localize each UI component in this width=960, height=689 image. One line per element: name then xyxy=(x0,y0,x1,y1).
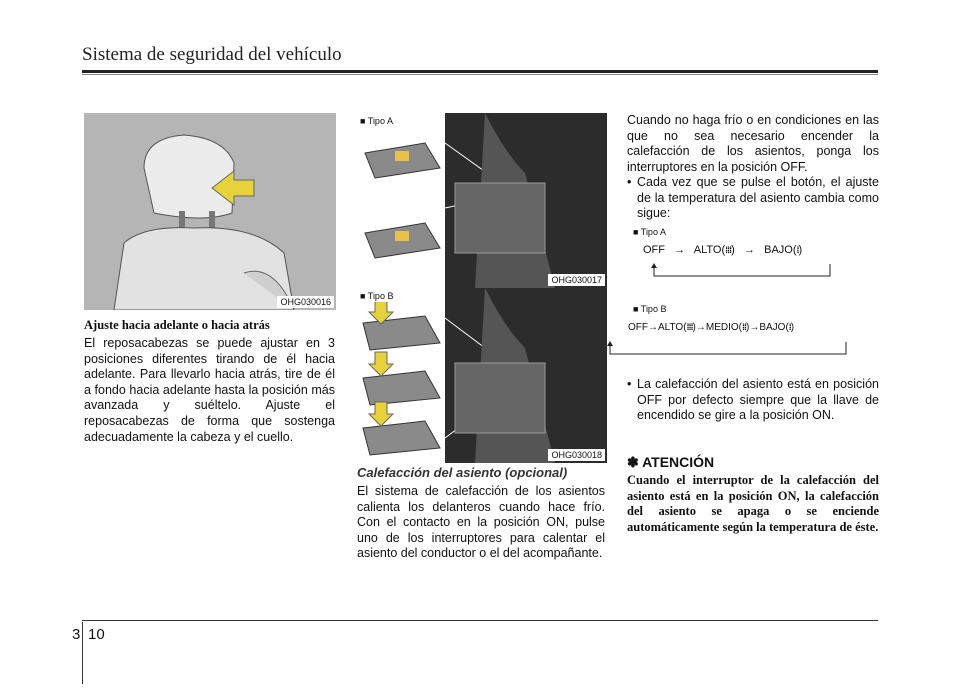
body-paragraph: Cuando no haga frío o en condiciones en las que no sea necesario encender la calefacción de los asientos, ponga los interruptores en la posición OFF. xyxy=(627,113,879,174)
seq-alto: ALTO( xyxy=(658,322,687,333)
figure-code: OHG030017 xyxy=(548,274,605,286)
header-rule-thin xyxy=(82,74,878,75)
section-heading: Calefacción del asiento (opcional) xyxy=(357,465,568,480)
return-arrow-b xyxy=(606,340,851,358)
heat-level-icon: ⁞⁞⁞ xyxy=(725,245,732,255)
seq-medio: MEDIO( xyxy=(705,322,742,333)
attention-text: Cuando el interruptor de la calefacción del asiento está en la posición ON, la calefacción del asiento se apaga o se enciende automáticamente según la temperatura de éste. xyxy=(627,473,879,534)
figure-code: OHG030018 xyxy=(548,449,605,461)
tipo-b-tag: ■ Tipo B xyxy=(633,304,667,314)
seq-bajo: BAJO( xyxy=(764,244,797,256)
tipo-b-tag: ■ Tipo B xyxy=(357,290,396,302)
figure-code: OHG030016 xyxy=(277,296,334,308)
bullet-item xyxy=(627,377,879,441)
body-paragraph: El reposacabezas se puede ajustar en 3 posiciones diferentes tirando de él hacia adelante. Para llevarlo hacia atrás, tire de él a fondo hacia adelante hasta la posición más avanzada y suéltelo. Ajuste el reposacabezas de forma que sostenga adecuadamente la cabeza y el cuello. xyxy=(84,336,335,444)
heat-sequence-b: OFF→ALTO(⁞⁞⁞)→MEDIO(⁞⁞)→BAJO(⁞) xyxy=(628,322,795,333)
header-rule xyxy=(82,70,878,73)
page-number: 10 xyxy=(88,626,105,643)
seq-alto: ALTO( xyxy=(693,244,726,256)
seq-off: OFF xyxy=(643,244,665,256)
heat-level-icon: ⁞⁞ xyxy=(741,322,746,332)
section-heading: Ajuste hacia adelante o hacia atrás xyxy=(84,318,270,332)
heat-level-icon: ⁞⁞⁞ xyxy=(686,322,693,332)
bullet-dot: • xyxy=(627,175,632,189)
headrest-illustration xyxy=(84,113,336,310)
heat-sequence-a: OFF → ALTO(⁞⁞⁞) → BAJO(⁞) xyxy=(643,244,803,256)
tipo-a-tag: ■ Tipo A xyxy=(357,115,396,127)
attention-heading: ✽ ATENCIÓN xyxy=(627,454,715,470)
heat-level-icon: ⁞ xyxy=(796,245,799,255)
seq-off: OFF xyxy=(628,322,648,333)
body-paragraph: El sistema de calefacción de los asientos calienta los delanteros cuando hace frío. Con el contacto en la posición ON, pulse uno de los interruptores para calentar el asiento del conductor o el del acompañante. xyxy=(357,484,605,561)
heat-level-icon: ⁞ xyxy=(788,322,791,332)
return-arrow-a xyxy=(650,262,835,280)
seat-switch-illustration-b xyxy=(355,288,607,463)
bullet-dot: • xyxy=(627,377,632,391)
footer-vertical-rule xyxy=(82,622,83,684)
seq-bajo: BAJO( xyxy=(759,322,789,333)
seat-switch-illustration-a xyxy=(355,113,607,288)
footer-rule xyxy=(82,620,878,621)
headrest-figure xyxy=(84,113,336,310)
page-header-title: Sistema de seguridad del vehículo xyxy=(82,44,342,65)
bullet-item xyxy=(627,175,879,223)
bullet-text: Cada vez que se pulse el botón, el ajuste de la temperatura del asiento cambia como sigue: xyxy=(637,175,879,221)
seat-switch-figure-a xyxy=(355,113,607,288)
bullet-text: La calefacción del asiento está en posición OFF por defecto siempre que la llave de encendido se gire a la posición ON. xyxy=(637,377,879,423)
section-number: 3 xyxy=(72,626,81,643)
seat-switch-figure-b xyxy=(355,288,607,463)
tipo-a-tag: ■ Tipo A xyxy=(633,227,666,237)
